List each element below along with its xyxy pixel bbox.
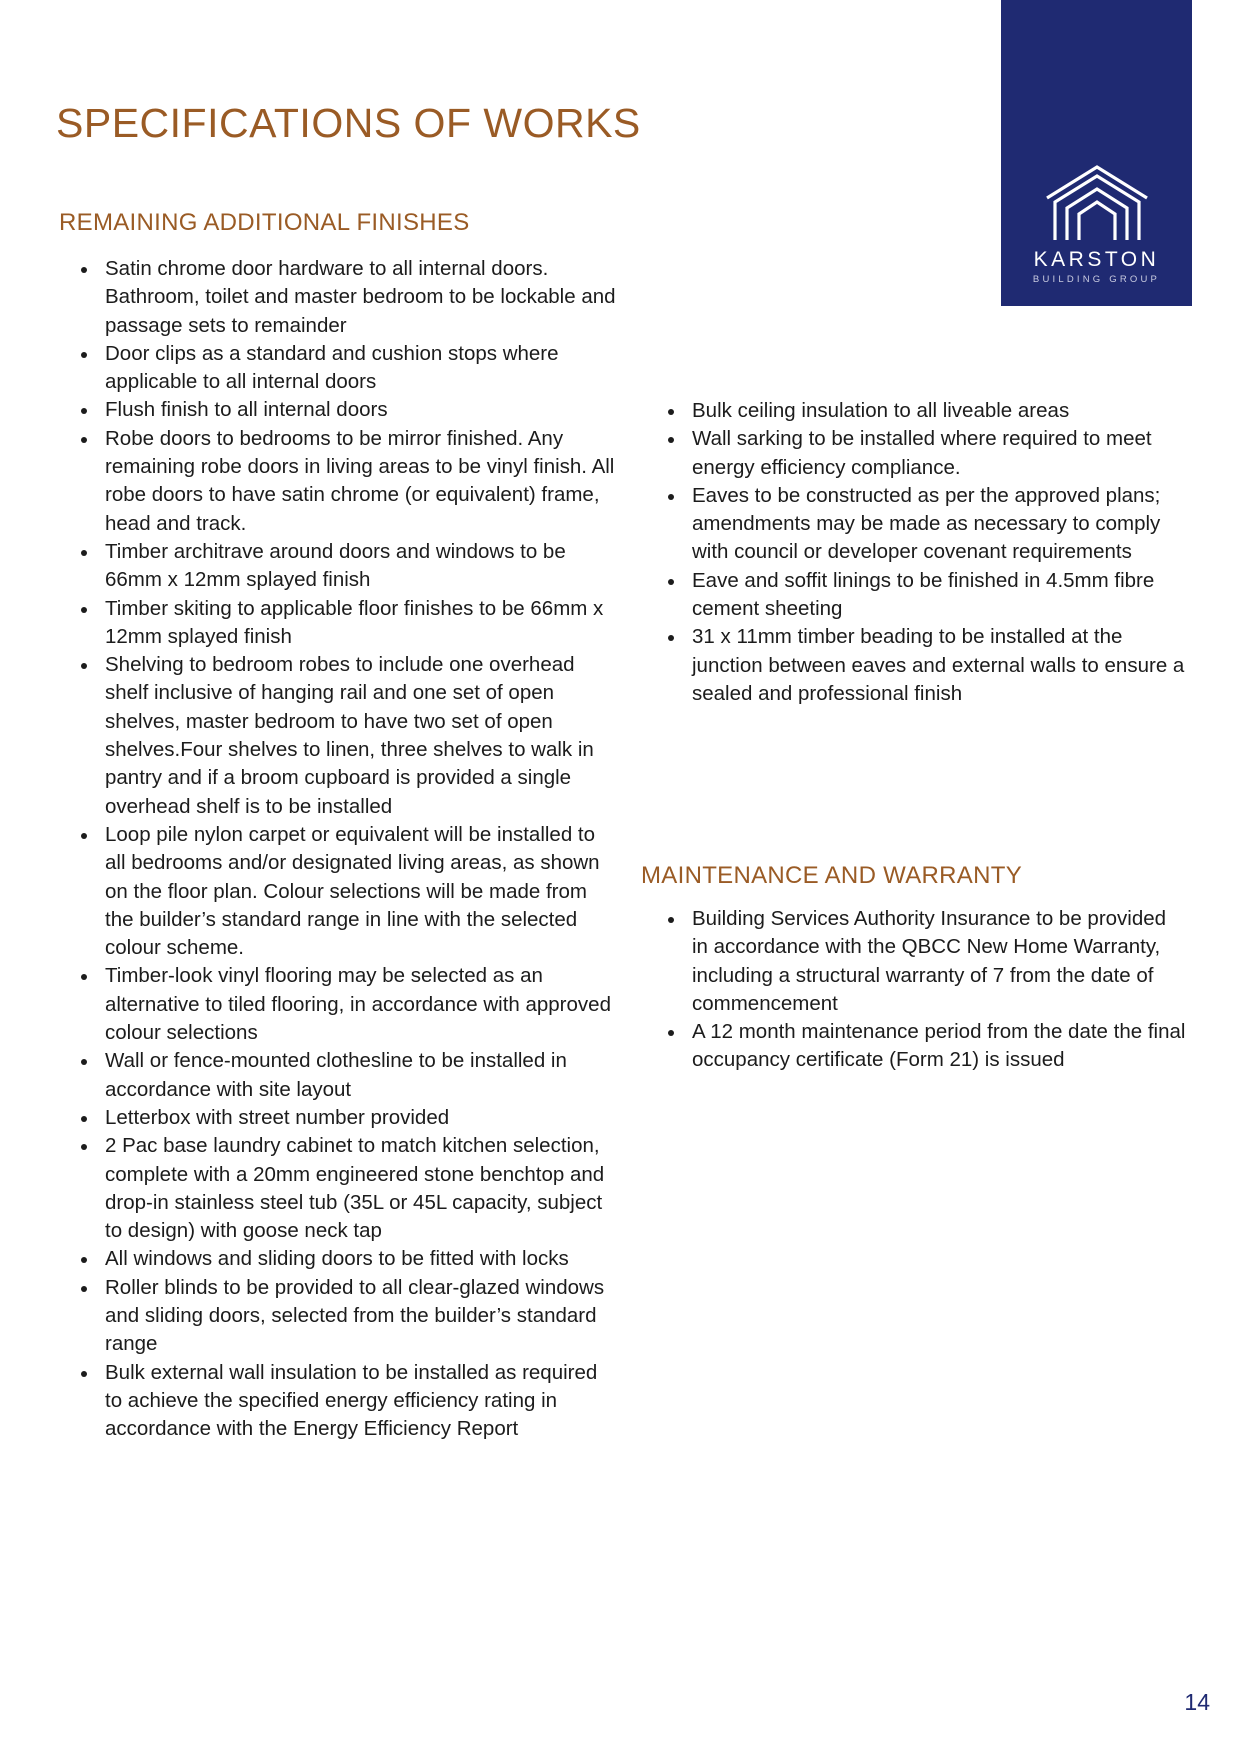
list-item: All windows and sliding doors to be fitted with locks xyxy=(79,1245,619,1273)
maintenance-warranty-list xyxy=(666,905,1186,1075)
section-heading-maintenance-warranty: MAINTENANCE AND WARRANTY xyxy=(641,862,1023,889)
list-item: Bulk external wall insulation to be installed as required to achieve the specified energy efficiency rating in accordance with the Energy Efficiency Report xyxy=(79,1359,619,1444)
list-item: Door clips as a standard and cushion stops where applicable to all internal doors xyxy=(79,340,619,397)
list-item: Satin chrome door hardware to all internal doors. Bathroom, toilet and master bedroom to be lockable and passage sets to remainder xyxy=(79,255,619,340)
list-item: Eave and soffit linings to be finished in 4.5mm fibre cement sheeting xyxy=(666,567,1186,624)
remaining-finishes-list xyxy=(79,255,619,1443)
section-heading-remaining-finishes: REMAINING ADDITIONAL FINISHES xyxy=(59,209,470,236)
list-item: Shelving to bedroom robes to include one overhead shelf inclusive of hanging rail and one set of open shelves, master bedroom to have two set of open shelves.Four shelves to linen, three shelves to walk in pantry and if a broom cupboard is provided a single overhead shelf is to be installed xyxy=(79,651,619,821)
list-item: Letterbox with street number provided xyxy=(79,1104,619,1132)
brand-logo-block xyxy=(1001,0,1192,306)
list-item: Wall or fence-mounted clothesline to be installed in accordance with site layout xyxy=(79,1047,619,1104)
list-item: Timber-look vinyl flooring may be selected as an alternative to tiled flooring, in accordance with approved colour selections xyxy=(79,962,619,1047)
list-item: Flush finish to all internal doors xyxy=(79,396,619,424)
list-item: 2 Pac base laundry cabinet to match kitchen selection, complete with a 20mm engineered stone benchtop and drop-in stainless steel tub (35L or 45L capacity, subject to design) with goose neck tap xyxy=(79,1132,619,1245)
remaining-finishes-continued-list xyxy=(666,397,1186,708)
list-item: A 12 month maintenance period from the date the final occupancy certificate (Form 21) is issued xyxy=(666,1018,1186,1075)
page-title: SPECIFICATIONS OF WORKS xyxy=(56,100,641,146)
house-roof-lines-icon xyxy=(1045,164,1149,240)
brand-name: KARSTON xyxy=(1033,248,1160,271)
list-item: Roller blinds to be provided to all clear-glazed windows and sliding doors, selected from the builder’s standard range xyxy=(79,1274,619,1359)
list-item: Building Services Authority Insurance to be provided in accordance with the QBCC New Home Warranty, including a structural warranty of 7 from the date of commencement xyxy=(666,905,1186,1018)
list-item: Robe doors to bedrooms to be mirror finished. Any remaining robe doors in living areas to be vinyl finish. All robe doors to have satin chrome (or equivalent) frame, head and track. xyxy=(79,425,619,538)
page-number: 14 xyxy=(1184,1689,1210,1715)
list-item: Timber architrave around doors and windows to be 66mm x 12mm splayed finish xyxy=(79,538,619,595)
brand-subtitle: BUILDING GROUP xyxy=(1032,274,1161,285)
list-item: Bulk ceiling insulation to all liveable areas xyxy=(666,397,1186,425)
list-item: Loop pile nylon carpet or equivalent will be installed to all bedrooms and/or designated living areas, as shown on the floor plan. Colour selections will be made from the builder’s standard range in line with the selected colour scheme. xyxy=(79,821,619,962)
list-item: 31 x 11mm timber beading to be installed at the junction between eaves and external walls to ensure a sealed and professional finish xyxy=(666,623,1186,708)
list-item: Wall sarking to be installed where required to meet energy efficiency compliance. xyxy=(666,425,1186,482)
list-item: Eaves to be constructed as per the approved plans; amendments may be made as necessary to comply with council or developer covenant requirements xyxy=(666,482,1186,567)
list-item: Timber skiting to applicable floor finishes to be 66mm x 12mm splayed finish xyxy=(79,595,619,652)
